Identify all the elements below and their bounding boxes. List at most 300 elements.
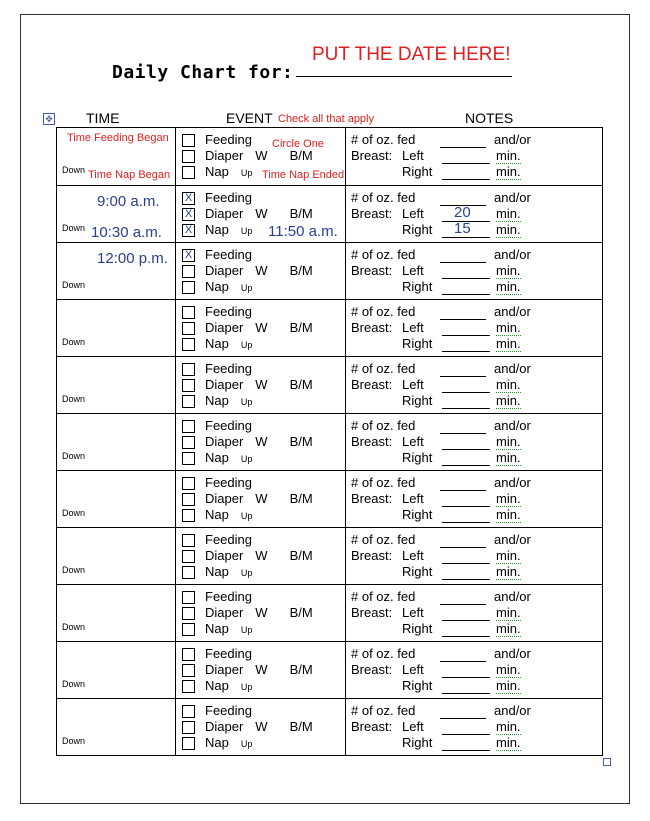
diaper-bm-option[interactable]: B/M [289,263,313,278]
breast-label: Breast: [351,320,393,335]
event-feeding [182,304,252,320]
event-diaper [182,377,313,393]
right-min-field[interactable] [442,692,490,694]
oz-fed-label: # of oz. fed [351,132,416,147]
header-event: EVENT [226,110,273,126]
right-min-field[interactable] [442,178,490,180]
table-row [57,471,603,528]
nap-checkbox[interactable] [182,338,195,351]
time-nap-ended[interactable]: 11:50 a.m. [268,223,338,240]
diaper-label: Diaper [205,548,244,563]
event-feeding [182,703,252,719]
down-label: Down [62,394,86,404]
event-cell [176,699,346,755]
notes-cell [346,642,603,698]
notes-cell [346,699,603,755]
event-diaper [182,263,313,279]
event-feeding [182,418,252,434]
feeding-label: Feeding [205,418,252,433]
right-label: Right [402,735,433,750]
event-diaper [182,148,313,164]
left-min-field[interactable] [442,676,490,678]
breast-label: Breast: [351,491,393,506]
right-min-label: min. [496,507,521,522]
feeding-label: Feeding [205,190,252,205]
event-feeding [182,646,252,662]
down-label: Down [62,736,86,746]
diaper-checkbox[interactable] [182,322,195,335]
nap-checkbox[interactable] [182,281,195,294]
hint-nap-began: Time Nap Began [88,169,171,181]
right-min-field[interactable] [442,749,490,751]
event-nap [182,279,252,295]
diaper-checkbox[interactable] [182,550,195,563]
diaper-bm-option[interactable]: B/M [289,320,313,335]
diaper-w-option[interactable]: W [255,662,268,677]
date-line[interactable] [296,76,512,77]
time-cell[interactable] [57,300,176,356]
diaper-bm-option[interactable]: B/M [289,491,313,506]
hint-nap-ended: Time Nap Ended [262,169,345,181]
breast-label: Breast: [351,719,393,734]
up-label: Up [240,283,253,293]
nap-checkbox[interactable] [182,166,195,179]
nap-checkbox[interactable] [182,737,195,750]
right-label: Right [402,621,433,636]
event-diaper [182,320,313,336]
left-min-field[interactable] [442,733,490,735]
right-min-label: min. [496,393,521,408]
left-min-field[interactable] [442,391,490,393]
event-diaper [182,434,313,450]
andor-label: and/or [494,646,531,661]
nap-checkbox[interactable]: X [182,224,195,237]
diaper-checkbox[interactable] [182,721,195,734]
diaper-w-option[interactable]: W [255,605,268,620]
andor-label: and/or [494,247,531,262]
event-cell [176,642,346,698]
diaper-label: Diaper [205,434,244,449]
feeding-checkbox[interactable] [182,477,195,490]
feeding-checkbox[interactable] [182,705,195,718]
oz-fed-field[interactable] [440,546,486,548]
event-nap [182,164,252,180]
nap-checkbox[interactable] [182,452,195,465]
breast-label: Breast: [351,206,393,221]
header-time: TIME [86,110,120,126]
nap-label: Nap [205,678,229,693]
time-cell[interactable] [57,414,176,470]
right-min-value[interactable]: 15 [454,220,471,237]
event-nap [182,678,252,694]
left-label: Left [402,548,424,563]
diaper-w-option[interactable]: W [255,719,268,734]
right-min-field[interactable] [442,578,490,580]
table-row [57,128,603,186]
table-resize-handle-icon[interactable] [603,758,611,766]
event-cell [176,585,346,641]
event-nap [182,564,252,580]
event-nap [182,336,252,352]
diaper-w-option[interactable]: W [255,377,268,392]
event-nap [182,222,252,238]
event-cell [176,300,346,356]
left-label: Left [402,491,424,506]
andor-label: and/or [494,589,531,604]
oz-fed-label: # of oz. fed [351,247,416,262]
time-cell[interactable] [57,528,176,584]
left-min-label: min. [496,206,521,221]
breast-label: Breast: [351,377,393,392]
event-diaper [182,662,313,678]
andor-label: and/or [494,475,531,490]
event-feeding [182,361,252,377]
diaper-bm-option[interactable]: B/M [289,662,313,677]
oz-fed-label: # of oz. fed [351,475,416,490]
up-label: Up [240,625,253,635]
right-min-field[interactable] [442,521,490,523]
right-label: Right [402,507,433,522]
left-label: Left [402,206,424,221]
feeding-label: Feeding [205,589,252,604]
oz-fed-field[interactable] [440,146,486,148]
down-label: Down [62,622,86,632]
feeding-label: Feeding [205,247,252,262]
diaper-checkbox[interactable] [182,493,195,506]
nap-label: Nap [205,621,229,636]
event-diaper [182,206,313,222]
nap-label: Nap [205,222,229,237]
left-label: Left [402,377,424,392]
event-feeding [182,475,252,491]
table-row [57,300,603,357]
table-row [57,357,603,414]
diaper-bm-option[interactable]: B/M [289,434,313,449]
notes-cell [346,300,603,356]
down-label: Down [62,451,86,461]
event-nap [182,450,252,466]
up-label: Up [240,739,253,749]
notes-cell [346,186,603,242]
diaper-label: Diaper [205,377,244,392]
right-label: Right [402,336,433,351]
table-move-handle-icon[interactable]: ✥ [43,113,55,125]
event-cell [176,528,346,584]
feeding-label: Feeding [205,475,252,490]
diaper-checkbox[interactable] [182,379,195,392]
left-min-label: min. [496,434,521,449]
notes-cell [346,585,603,641]
time-cell[interactable] [57,128,176,185]
nap-checkbox[interactable] [182,395,195,408]
nap-label: Nap [205,507,229,522]
nap-label: Nap [205,564,229,579]
diaper-w-option[interactable]: W [255,491,268,506]
event-diaper [182,491,313,507]
event-cell [176,186,346,242]
nap-checkbox[interactable] [182,566,195,579]
nap-label: Nap [205,279,229,294]
diaper-checkbox[interactable] [182,664,195,677]
left-min-field[interactable] [442,505,490,507]
diaper-label: Diaper [205,263,244,278]
table-row [57,642,603,699]
nap-checkbox[interactable] [182,623,195,636]
header-event-hint: Check all that apply [278,113,374,125]
oz-fed-field[interactable] [440,603,486,605]
diaper-w-option[interactable]: W [255,148,268,163]
feeding-checkbox[interactable] [182,134,195,147]
down-label: Down [62,337,86,347]
up-label: Up [240,168,253,178]
andor-label: and/or [494,703,531,718]
left-min-field[interactable] [442,162,490,164]
up-label: Up [240,568,253,578]
time-cell[interactable] [57,186,176,242]
nap-checkbox[interactable] [182,680,195,693]
diaper-label: Diaper [205,320,244,335]
event-nap [182,735,252,751]
diaper-checkbox[interactable] [182,150,195,163]
oz-fed-label: # of oz. fed [351,361,416,376]
right-label: Right [402,564,433,579]
feeding-label: Feeding [205,532,252,547]
time-feeding-began[interactable]: 9:00 a.m. [97,193,160,210]
event-feeding [182,589,252,605]
diaper-checkbox[interactable] [182,607,195,620]
table-row [57,186,603,243]
left-min-label: min. [496,491,521,506]
up-label: Up [240,682,253,692]
nap-checkbox[interactable] [182,509,195,522]
left-label: Left [402,148,424,163]
nap-label: Nap [205,164,229,179]
diaper-label: Diaper [205,206,244,221]
event-cell [176,471,346,527]
andor-label: and/or [494,304,531,319]
left-min-label: min. [496,605,521,620]
andor-label: and/or [494,132,531,147]
diaper-checkbox[interactable] [182,436,195,449]
up-label: Up [240,397,253,407]
event-feeding [182,532,252,548]
right-min-field[interactable] [442,464,490,466]
left-min-label: min. [496,148,521,163]
feeding-checkbox[interactable] [182,534,195,547]
oz-fed-field[interactable] [440,660,486,662]
feeding-label: Feeding [205,361,252,376]
table-row [57,528,603,585]
right-min-label: min. [496,279,521,294]
breast-label: Breast: [351,662,393,677]
left-label: Left [402,263,424,278]
left-min-value[interactable]: 20 [454,204,471,221]
event-feeding [182,247,252,263]
event-diaper [182,605,313,621]
diaper-label: Diaper [205,491,244,506]
breast-label: Breast: [351,434,393,449]
diaper-label: Diaper [205,148,244,163]
feeding-checkbox[interactable] [182,420,195,433]
left-min-label: min. [496,719,521,734]
diaper-checkbox[interactable]: X [182,208,195,221]
date-hint: PUT THE DATE HERE! [312,44,511,65]
left-label: Left [402,662,424,677]
time-feeding-began[interactable]: 12:00 p.m. [97,250,168,267]
event-cell [176,128,346,185]
right-min-label: min. [496,735,521,750]
oz-fed-label: # of oz. fed [351,190,416,205]
time-cell[interactable] [57,699,176,755]
feeding-label: Feeding [205,646,252,661]
left-min-field[interactable] [442,619,490,621]
left-label: Left [402,605,424,620]
diaper-bm-option[interactable]: B/M [289,377,313,392]
feeding-checkbox[interactable]: X [182,192,195,205]
hint-circle-one: Circle One [272,138,324,150]
right-label: Right [402,222,433,237]
down-label: Down [62,280,86,290]
right-min-label: min. [496,222,521,237]
right-label: Right [402,450,433,465]
diaper-bm-option[interactable]: B/M [289,206,313,221]
notes-cell [346,357,603,413]
time-cell[interactable] [57,642,176,698]
nap-label: Nap [205,735,229,750]
andor-label: and/or [494,190,531,205]
left-label: Left [402,320,424,335]
diaper-w-option[interactable]: W [255,206,268,221]
right-min-label: min. [496,564,521,579]
diaper-bm-option[interactable]: B/M [289,548,313,563]
oz-fed-field[interactable] [440,375,486,377]
breast-label: Breast: [351,605,393,620]
feeding-checkbox[interactable] [182,363,195,376]
andor-label: and/or [494,361,531,376]
event-cell [176,357,346,413]
down-label: Down [62,165,86,175]
andor-label: and/or [494,532,531,547]
feeding-label: Feeding [205,132,252,147]
right-min-field[interactable] [442,635,490,637]
down-label: Down [62,565,86,575]
breast-label: Breast: [351,548,393,563]
diaper-label: Diaper [205,605,244,620]
event-nap [182,621,252,637]
right-label: Right [402,279,433,294]
event-diaper [182,548,313,564]
event-cell [176,243,346,299]
right-min-label: min. [496,678,521,693]
nap-label: Nap [205,450,229,465]
left-min-field[interactable] [442,334,490,336]
left-label: Left [402,434,424,449]
feeding-checkbox[interactable] [182,648,195,661]
oz-fed-field[interactable] [440,261,486,263]
nap-label: Nap [205,393,229,408]
right-min-field[interactable] [442,407,490,409]
diaper-checkbox[interactable] [182,265,195,278]
feeding-checkbox[interactable]: X [182,249,195,262]
oz-fed-field[interactable] [440,717,486,719]
notes-cell [346,243,603,299]
up-label: Up [240,454,253,464]
oz-fed-field[interactable] [440,318,486,320]
diaper-w-option[interactable]: W [255,434,268,449]
right-label: Right [402,678,433,693]
oz-fed-field[interactable] [440,432,486,434]
diaper-label: Diaper [205,719,244,734]
up-label: Up [240,226,253,236]
left-label: Left [402,719,424,734]
event-diaper [182,719,313,735]
table-row [57,243,603,300]
nap-label: Nap [205,336,229,351]
diaper-w-option[interactable]: W [255,548,268,563]
left-min-field[interactable] [442,448,490,450]
time-nap-began[interactable]: 10:30 a.m. [91,224,162,241]
oz-fed-label: # of oz. fed [351,532,416,547]
chart-title: Daily Chart for: [112,62,294,83]
time-cell[interactable] [57,243,176,299]
left-min-label: min. [496,548,521,563]
down-label: Down [62,508,86,518]
diaper-w-option[interactable]: W [255,263,268,278]
notes-cell [346,128,603,185]
left-min-label: min. [496,377,521,392]
right-min-label: min. [496,336,521,351]
up-label: Up [240,511,253,521]
diaper-label: Diaper [205,662,244,677]
diaper-w-option[interactable]: W [255,320,268,335]
hint-feeding-began: Time Feeding Began [67,132,169,144]
event-feeding [182,132,252,148]
notes-cell [346,414,603,470]
left-min-label: min. [496,662,521,677]
time-cell[interactable] [57,471,176,527]
andor-label: and/or [494,418,531,433]
feeding-checkbox[interactable] [182,591,195,604]
diaper-bm-option[interactable]: B/M [289,605,313,620]
oz-fed-label: # of oz. fed [351,418,416,433]
right-min-label: min. [496,450,521,465]
oz-fed-label: # of oz. fed [351,304,416,319]
event-feeding [182,190,252,206]
table-row [57,585,603,642]
feeding-label: Feeding [205,304,252,319]
oz-fed-label: # of oz. fed [351,589,416,604]
up-label: Up [240,340,253,350]
right-min-field[interactable] [442,350,490,352]
left-min-field[interactable] [442,277,490,279]
time-cell[interactable] [57,585,176,641]
oz-fed-label: # of oz. fed [351,646,416,661]
oz-fed-label: # of oz. fed [351,703,416,718]
event-cell [176,414,346,470]
right-min-field[interactable] [442,293,490,295]
notes-cell [346,471,603,527]
diaper-bm-option[interactable]: B/M [289,719,313,734]
event-nap [182,507,252,523]
time-cell[interactable] [57,357,176,413]
left-min-field[interactable] [442,562,490,564]
feeding-label: Feeding [205,703,252,718]
feeding-checkbox[interactable] [182,306,195,319]
diaper-bm-option[interactable]: B/M [289,148,313,163]
right-label: Right [402,393,433,408]
oz-fed-field[interactable] [440,489,486,491]
notes-cell [346,528,603,584]
